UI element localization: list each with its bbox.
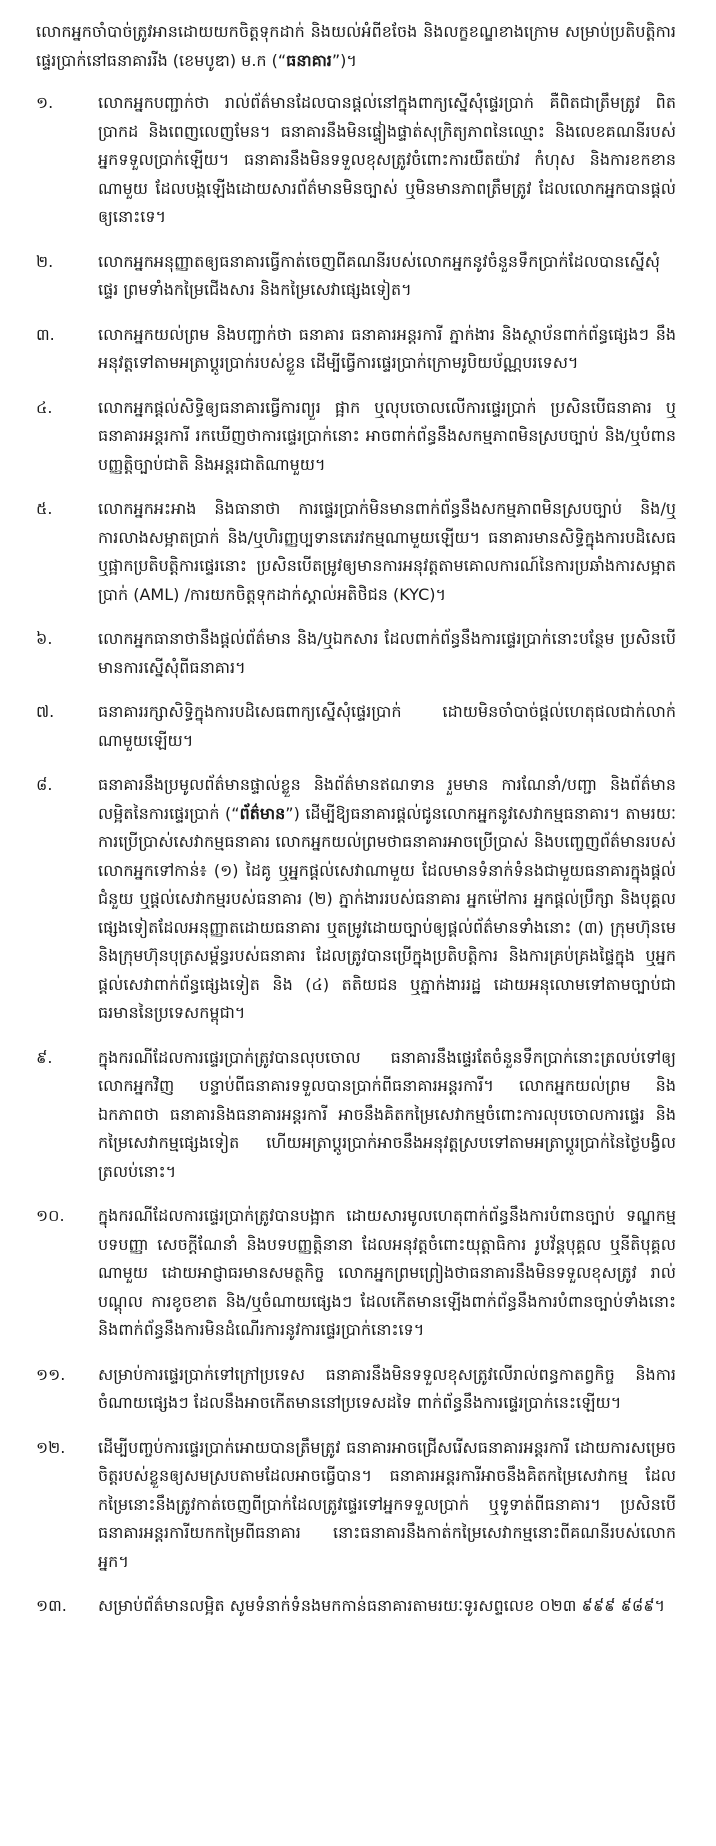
term-number: ១០. (36, 1206, 65, 1225)
term-number: ១២. (36, 1437, 66, 1457)
term-item (36, 1434, 676, 1577)
term-number: ៣. (36, 324, 55, 344)
term-text-pre: ធនាគារនឹងប្រមូលព័ត៌មានផ្ទាល់ខ្លួន និងព័ត៌មានឥណទាន រួមមាន ការណែនាំ/បញ្ជា និងព័ត៌មានលម្អិតនៃការផ្ទេរប្រាក់ (“ (98, 775, 676, 823)
term-text-rest: ”) ដើម្បីឱ្យធនាគារផ្តល់ជូនលោកអ្នកនូវសេវាកម្មធនាគារ។ តាមរយៈការប្រើប្រាស់សេវាកម្មធនាគារ លោកអ្នកយល់ព្រមថាធនាគារអាចប្រើប្រាស់ និងបញ្ចេញព័ត៌មានរបស់លោកអ្នកទៅកាន់៖ (១) ដៃគូ ឬអ្នកផ្តល់សេវាណាមួយ ដែលមានទំនាក់ទំនងជាមួយធនាគារក្នុងផ្តល់ជំនួយ ឬផ្តល់សេវាកម្មរបស់ធនាគារ (២) ភ្នាក់ងាររបស់ធនាគារ អ្នកម៉ៅការ អ្នកផ្តល់ប្រឹក្សា និងបុគ្គលផ្សេងទៀតដែលអនុញ្ញាតដោយធនាគារ ឬតម្រូវដោយច្បាប់ឲ្យផ្តល់ព័ត៌មានទាំងនោះ (៣) ក្រុមហ៊ុនមេ និងក្រុមហ៊ុនបុត្រសម្ព័ន្ធរបស់ធនាគារ ដែលត្រូវបានប្រើក្នុងប្រតិបត្តិការ និងការគ្រប់គ្រងផ្ទៃក្នុង ឬអ្នកផ្តល់សេវាពាក់ព័ន្ធផ្សេងទៀត និង (៤) តតិយជន ឬភ្នាក់ងាររដ្ឋ ដោយអនុលោមទៅតាមច្បាប់ជាធរមាននៃប្រទេសកម្ពុជា។ (98, 803, 676, 1022)
intro-bank-term: ធនាគារ (286, 50, 332, 70)
term-number: ១១. (36, 1364, 66, 1384)
terms-list (36, 89, 676, 1621)
term-text: ក្នុងករណីដែលការផ្ទេរប្រាក់ត្រូវបានលុបចោល ធនាគារនឹងផ្ទេរតែចំនួនទឹកប្រាក់នោះត្រលប់ទៅឲ្យលោកអ្នកវិញ បន្ទាប់ពីធនាគារទទួលបានប្រាក់ពីធនាគារអន្តរការី។ លោកអ្នកយល់ព្រម និងឯកភាពថា ធនាគារនិងធនាគារអន្តរការី អាចនឹងគិតកម្រៃសេវាកម្មចំពោះការលុបចោលការផ្ទេរ និងកម្រៃសេវាកម្មផ្សេងទៀត ហើយអត្រាប្តូរប្រាក់អាចនឹងអនុវត្តស្របទៅតាមអត្រាប្តូរប្រាក់នៃថ្ងៃបង្វិលត្រលប់នោះ។ (98, 1047, 676, 1181)
term-item (36, 321, 676, 378)
intro-paragraph (36, 18, 676, 75)
term-number: ៨. (36, 775, 53, 794)
intro-after: ”)។ (331, 50, 357, 70)
term-number: ៥. (36, 499, 53, 518)
term-text: សម្រាប់ការផ្ទេរប្រាក់ទៅក្រៅប្រទេស ធនាគារនឹងមិនទទួលខុសត្រូវលើរាល់ពន្ធកាតព្វកិច្ច និងការចំណាយផ្សេងៗ ដែលនឹងអាចកើតមាននៅប្រទេសដទៃ ពាក់ព័ន្ធនឹងការផ្ទេរប្រាក់នេះឡើយ។ (98, 1364, 676, 1412)
term-item (36, 495, 676, 609)
term-number: ៦. (36, 629, 53, 648)
term-item (36, 1044, 676, 1187)
term-text: លោកអ្នកបញ្ជាក់ថា រាល់ព័ត៌មានដែលបានផ្តល់នៅក្នុងពាក្យស្នើសុំផ្ទេរប្រាក់ គឺពិតជាត្រឹមត្រូវ ពិតប្រាកដ និងពេញលេញមែន។ ធនាគារនឹងមិនផ្ទៀងផ្ទាត់សុក្រិត្យភាពនៃឈ្មោះ និងលេខគណនីរបស់អ្នកទទួលប្រាក់ឡើយ។ ធនាគារនឹងមិនទទួលខុសត្រូវចំពោះការយឺតយ៉ាវ កំហុស និងការខកខានណាមួយ ដែលបង្កឡើងដោយសារព័ត៌មានមិនច្បាស់ ឬមិនមានភាពត្រឹមត្រូវ ដែលលោកអ្នកបានផ្តល់ឲ្យនោះទេ។ (98, 93, 676, 226)
term-number: ៩. (36, 1047, 53, 1067)
term-text: លោកអ្នកធានាថានឹងផ្តល់ព័ត៌មាន និង/ឬឯកសារ ដែលពាក់ព័ន្ធនឹងការផ្ទេរប្រាក់នោះបន្ថែម ប្រសិនបើមានការស្នើសុំពីធនាគារ។ (98, 629, 676, 677)
term-text: ធនាគាររក្សាសិទ្ធិក្នុងការបដិសេធពាក្យស្នើសុំផ្ទេរប្រាក់ ដោយមិនចាំបាច់ផ្តល់ហេតុផលជាក់លាក់ណាមួយឡើយ។ (98, 702, 676, 750)
term-text: លោកអ្នកអនុញ្ញាតឲ្យធនាគារធ្វើកាត់ចេញពីគណនីរបស់លោកអ្នកនូវចំនួនទឹកប្រាក់ដែលបានស្នើសុំផ្ទេរ ព្រមទាំងកម្រៃជើងសារ និងកម្រៃសេវាផ្សេងទៀត។ (98, 251, 660, 299)
term-item (36, 1202, 676, 1345)
term-info-term: ព័ត៌មាន (239, 803, 286, 823)
term-item (36, 248, 676, 305)
term-item (36, 698, 676, 755)
term-text: ក្នុងករណីដែលការផ្ទេរប្រាក់ត្រូវបានបង្អាក ដោយសារមូលហេតុពាក់ព័ន្ធនឹងការបំពានច្បាប់ ទណ្ឌកម្ម បទបញ្ញា សេចក្តីណែនាំ និងបទបញ្ញត្តិនានា ដែលអនុវត្តចំពោះយុត្តាធិការ រូបវ័ន្តបុគ្គល ឬនីតិបុគ្គលណាមួយ ដោយអាជ្ញាធរមានសមត្ថកិច្ច លោកអ្នកព្រមព្រៀងថាធនាគារនឹងមិនទទួលខុសត្រូវ រាល់បណ្តុល ការខូចខាត និង/ឬចំណាយផ្សេងៗ ដែលកើតមានឡើងពាក់ព័ន្ធនឹងការបំពានច្បាប់ទាំងនោះ និងពាក់ព័ន្ធនឹងការមិនដំណើរការនូវការផ្ទេរប្រាក់នោះទេ។ (98, 1206, 676, 1339)
term-text (98, 771, 676, 1028)
term-item (36, 394, 676, 480)
term-number: ១៣. (36, 1596, 67, 1615)
term-text: លោកអ្នកយល់ព្រម និងបញ្ជាក់ថា ធនាគារ ធនាគារអន្តរការី ភ្នាក់ងារ និងស្ថាប័នពាក់ព័ន្ធផ្សេងៗ នឹងអនុវត្តទៅតាមអត្រាប្តូរប្រាក់របស់ខ្លួន ដើម្បីធ្វើការផ្ទេរប្រាក់ក្រោមរូបិយប័ណ្ណបរទេស។ (98, 324, 676, 372)
term-number: ១. (36, 93, 54, 112)
term-item (36, 1361, 676, 1418)
term-text: លោកអ្នកអះអាង និងធានាថា ការផ្ទេរប្រាក់មិនមានពាក់ព័ន្ធនឹងសកម្មភាពមិនស្របច្បាប់ និង/ឬ ការលាងសម្អាតប្រាក់ និង/ឬហិរញ្ញប្បទានភេរវកម្មណាមួយឡើយ។ ធនាគារមានសិទ្ធិក្នុងការបដិសេធ ឬផ្អាកប្រតិបត្តិការផ្ទេរនោះ ប្រសិនបើតម្រូវឲ្យមានការអនុវត្តតាមគោលការណ៍នៃការប្រឆាំងការសម្អាតប្រាក់ (AML) /ការយកចិត្តទុកដាក់ស្គាល់អតិថិជន (KYC)។ (98, 499, 676, 604)
term-item (36, 771, 676, 1028)
intro-text: លោកអ្នកចាំបាច់ត្រូវអានដោយយកចិត្តទុកដាក់ និងយល់អំពីខចែង និងលក្ខខណ្ឌខាងក្រោម សម្រាប់ប្រតិបត្តិការផ្ទេរប្រាក់នៅធនាគាររីង (ខេមបូឌា) ម.ក (“ (36, 22, 676, 70)
term-number: ៤. (36, 397, 53, 417)
term-number: ៧. (36, 702, 55, 721)
term-item (36, 1592, 676, 1621)
term-item (36, 89, 676, 232)
term-item (36, 625, 676, 682)
term-number: ២. (36, 251, 54, 271)
term-text: សម្រាប់ព័ត៌មានលម្អិត សូមទំនាក់ទំនងមកកាន់ធនាគារតាមរយៈទូរសព្ទលេខ ០២៣ ៩៩៩ ៩៨៩។ (98, 1596, 666, 1615)
term-text: លោកអ្នកផ្តល់សិទ្ធិឲ្យធនាគារធ្វើការព្យួរ ផ្អាក ឬលុបចោលលើការផ្ទេរប្រាក់ ប្រសិនបើធនាគារ ឬធនាគារអន្តរការី រកឃើញថាការផ្ទេរប្រាក់នោះ អាចពាក់ព័ន្ធនឹងសកម្មភាពមិនស្របច្បាប់ និង/ឬបំពាន បញ្ញត្តិច្បាប់ជាតិ និងអន្តរជាតិណាមួយ។ (98, 397, 676, 474)
term-text: ដើម្បីបញ្ចប់ការផ្ទេរប្រាក់អោយបានត្រឹមត្រូវ ធនាគារអាចជ្រើសរើសធនាគារអន្តរការី ដោយការសម្រេចចិត្តរបស់ខ្លួនឲ្យសមស្របតាមដែលអាចធ្វើបាន។ ធនាគារអន្តរការីអាចនឹងគិតកម្រៃសេវាកម្ម ដែលកម្រៃនោះនឹងត្រូវកាត់ចេញពីប្រាក់ដែលត្រូវផ្ទេរទៅអ្នកទទួលប្រាក់ ឬទូទាត់ពីធនាគារ។ ប្រសិនបើធនាគារអន្តរការីយកកម្រៃពីធនាគារ នោះធនាគារនឹងកាត់កម្រៃសេវាកម្មនោះពីគណនីរបស់លោកអ្នក។ (98, 1437, 676, 1571)
